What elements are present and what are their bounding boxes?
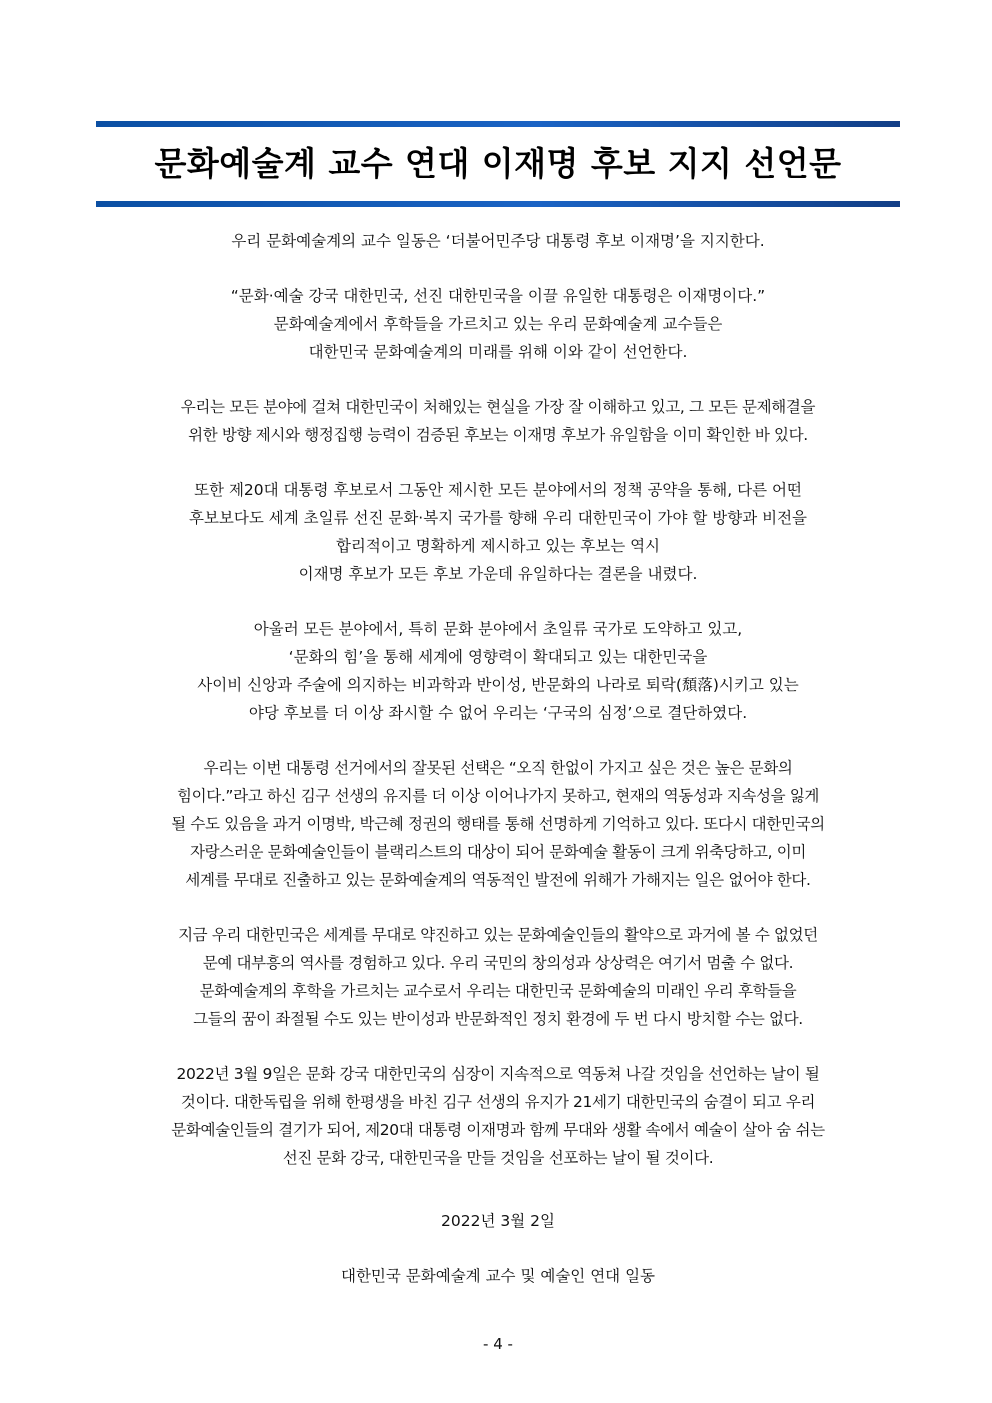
text-line: 세계를 무대로 진출하고 있는 문화예술계의 역동적인 발전에 위해가 가해지는 일은 없어야 한다. [185, 871, 811, 889]
paragraph-1 [96, 227, 900, 255]
paragraph-7 [96, 921, 900, 1033]
text-line: 야당 후보를 더 이상 좌시할 수 없어 우리는 ‘구국의 심정’으로 결단하였다. [248, 704, 748, 722]
page-title: 문화예술계 교수 연대 이재명 후보 지지 선언문 [154, 144, 842, 183]
text-line: 사이비 신앙과 주술에 의지하는 비과학과 반이성, 반문화의 나라로 퇴락(頹落)시키고 있는 [197, 676, 799, 694]
text-line: 대한민국 문화예술계의 미래를 위해 이와 같이 선언한다. [308, 343, 688, 361]
paragraph-2 [96, 282, 900, 366]
title-bottom-rule [96, 201, 900, 207]
signatory: 대한민국 문화예술계 교수 및 예술인 연대 일동 [340, 1267, 656, 1285]
text-line: ‘문화의 힘’을 통해 세계에 영향력이 확대되고 있는 대한민국을 [288, 648, 708, 666]
text-line: 이재명 후보가 모든 후보 가운데 유일하다는 결론을 내렸다. [298, 565, 698, 583]
declaration-date: 2022년 3월 2일 [441, 1212, 555, 1230]
text-line: 지금 우리 대한민국은 세계를 무대로 약진하고 있는 문화예술인들의 활약으로 과거에 볼 수 없었던 [178, 926, 818, 944]
paragraph-6 [96, 754, 900, 894]
text-line: 문화예술인들의 결기가 되어, 제20대 대통령 이재명과 함께 무대와 생활 속에서 예술이 살아 숨 쉬는 [171, 1121, 825, 1139]
text-line: 그들의 꿈이 좌절될 수도 있는 반이성과 반문화적인 정치 환경에 두 번 다시 방치할 수는 없다. [193, 1010, 803, 1028]
text-line: 자랑스러운 문화예술인들이 블랙리스트의 대상이 되어 문화예술 활동이 크게 위축당하고, 이미 [189, 843, 807, 861]
text-line: 아울러 모든 분야에서, 특히 문화 분야에서 초일류 국가로 도약하고 있고, [253, 620, 743, 638]
text-line: 문화예술계에서 후학들을 가르치고 있는 우리 문화예술계 교수들은 [273, 315, 723, 333]
declaration-body [96, 227, 900, 1199]
paragraph-5 [96, 615, 900, 727]
text-line: 2022년 3월 9일은 문화 강국 대한민국의 심장이 지속적으로 역동쳐 나갈 것임을 선언하는 날이 될 [176, 1065, 820, 1083]
text-line: 것이다. 대한독립을 위해 한평생을 바친 김구 선생의 유지가 21세기 대한민국의 숨결이 되고 우리 [180, 1093, 816, 1111]
text-line: 후보보다도 세계 초일류 선진 문화·복지 국가를 향해 우리 대한민국이 가야 할 방향과 비전을 [188, 509, 808, 527]
text-line: 될 수도 있음을 과거 이명박, 박근혜 정권의 행태를 통해 선명하게 기억하고 있다. 또다시 대한민국의 [171, 815, 825, 833]
text-line: “문화·예술 강국 대한민국, 선진 대한민국을 이끌 유일한 대통령은 이재명이다.” [230, 287, 766, 305]
text-line: 우리 문화예술계의 교수 일동은 ‘더불어민주당 대통령 후보 이재명’을 지지한다. [231, 232, 765, 250]
text-line: 위한 방향 제시와 행정집행 능력이 검증된 후보는 이재명 후보가 유일함을 이미 확인한 바 있다. [188, 426, 808, 444]
text-line: 우리는 모든 분야에 걸쳐 대한민국이 처해있는 현실을 가장 잘 이해하고 있고, 그 모든 문제해결을 [180, 398, 816, 416]
page-number: - 4 - [483, 1335, 513, 1353]
text-line: 우리는 이번 대통령 선거에서의 잘못된 선택은 “오직 한없이 가지고 싶은 것은 높은 문화의 [203, 759, 793, 777]
paragraph-4 [96, 476, 900, 588]
title-top-rule [96, 121, 900, 127]
text-line: 합리적이고 명확하게 제시하고 있는 후보는 역시 [335, 537, 661, 555]
text-line: 문예 대부흥의 역사를 경험하고 있다. 우리 국민의 창의성과 상상력은 여기서 멈출 수 없다. [202, 954, 794, 972]
text-line: 또한 제20대 대통령 후보로서 그동안 제시한 모든 분야에서의 정책 공약을 통해, 다른 어떤 [194, 481, 802, 499]
paragraph-3 [96, 393, 900, 449]
paragraph-8 [96, 1060, 900, 1172]
text-line: 힘이다.”라고 하신 김구 선생의 유지를 더 이상 이어나가지 못하고, 현재의 역동성과 지속성을 잃게 [176, 787, 820, 805]
text-line: 선진 문화 강국, 대한민국을 만들 것임을 선포하는 날이 될 것이다. [282, 1149, 714, 1167]
text-line: 문화예술계의 후학을 가르치는 교수로서 우리는 대한민국 문화예술의 미래인 우리 후학들을 [199, 982, 797, 1000]
